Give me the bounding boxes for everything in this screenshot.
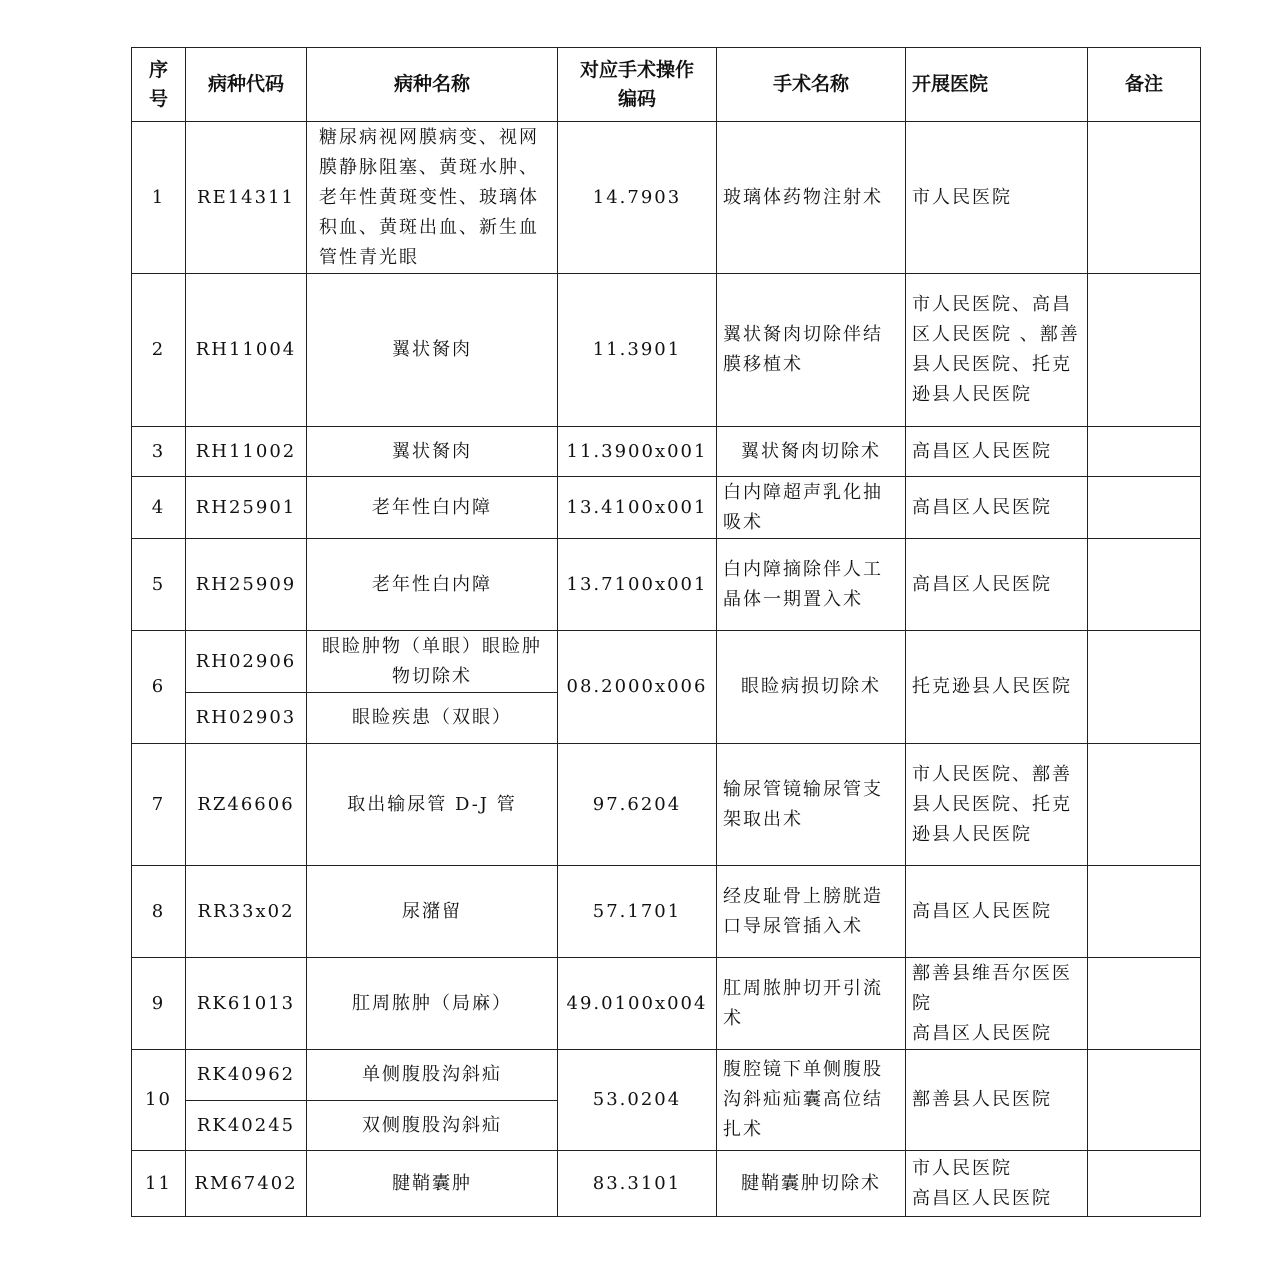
hospital-cell <box>906 1151 1088 1217</box>
table-row <box>132 866 1201 958</box>
disease-name-cell: 老年性白内障 <box>307 477 558 539</box>
remark-cell <box>1088 631 1201 744</box>
disease-code-cell: RR33x02 <box>186 866 307 958</box>
surgery-name-cell: 翼状胬肉切除术 <box>717 427 906 477</box>
remark-cell <box>1088 1050 1201 1151</box>
disease-name-cell: 肛周脓肿（局麻） <box>307 958 558 1050</box>
disease-code-cell: RZ46606 <box>186 744 307 866</box>
disease-name-cell: 单侧腹股沟斜疝 <box>307 1050 558 1101</box>
hospital-cell <box>906 958 1088 1050</box>
header-row <box>132 48 1201 122</box>
header-remark: 备注 <box>1088 48 1201 122</box>
op-code-cell: 08.2000x006 <box>558 631 717 744</box>
seq-cell: 6 <box>132 631 186 744</box>
disease-name-cell: 翼状胬肉 <box>307 274 558 427</box>
seq-cell: 4 <box>132 477 186 539</box>
op-code-cell: 13.7100x001 <box>558 539 717 631</box>
hospital-cell: 市人民医院 <box>906 122 1088 274</box>
header-hospital: 开展医院 <box>906 48 1088 122</box>
disease-code-cell: RK40962 <box>186 1050 307 1101</box>
seq-cell: 10 <box>132 1050 186 1151</box>
op-code-cell: 11.3900x001 <box>558 427 717 477</box>
table-row <box>132 427 1201 477</box>
hospital-line: 高昌区人民医院 <box>912 1187 1052 1209</box>
op-code-cell: 13.4100x001 <box>558 477 717 539</box>
remark-cell <box>1088 1151 1201 1217</box>
disease-name-cell: 眼睑肿物（单眼）眼睑肿物切除术 <box>307 631 558 693</box>
surgery-name-cell: 肛周脓肿切开引流术 <box>717 958 906 1050</box>
seq-cell: 7 <box>132 744 186 866</box>
seq-cell: 1 <box>132 122 186 274</box>
hospital-cell: 托克逊县人民医院 <box>906 631 1088 744</box>
disease-code-cell: RH25901 <box>186 477 307 539</box>
hospital-cell: 高昌区人民医院 <box>906 477 1088 539</box>
disease-code-cell: RK40245 <box>186 1101 307 1151</box>
hospital-cell: 市人民医院、高昌区人民医院 、鄯善县人民医院、托克逊县人民医院 <box>906 274 1088 427</box>
disease-name-cell: 取出输尿管 D-J 管 <box>307 744 558 866</box>
op-code-cell: 53.0204 <box>558 1050 717 1151</box>
op-code-cell: 11.3901 <box>558 274 717 427</box>
header-op-code: 对应手术操作编码 <box>558 48 717 122</box>
disease-code-cell: RH02906 <box>186 631 307 693</box>
disease-name-cell: 眼睑疾患（双眼） <box>307 693 558 744</box>
remark-cell <box>1088 427 1201 477</box>
surgery-name-cell: 输尿管镜输尿管支架取出术 <box>717 744 906 866</box>
remark-cell <box>1088 744 1201 866</box>
remark-cell <box>1088 274 1201 427</box>
surgery-name-cell: 腹腔镜下单侧腹股沟斜疝疝囊高位结扎术 <box>717 1050 906 1151</box>
disease-name-cell: 尿潴留 <box>307 866 558 958</box>
surgery-name-cell: 玻璃体药物注射术 <box>717 122 906 274</box>
op-code-cell: 57.1701 <box>558 866 717 958</box>
header-seq: 序号 <box>132 48 186 122</box>
hospital-line: 市人民医院 <box>912 1157 1012 1179</box>
table-row <box>132 122 1201 274</box>
surgery-name-cell: 翼状胬肉切除伴结膜移植术 <box>717 274 906 427</box>
surgery-name-cell: 白内障超声乳化抽吸术 <box>717 477 906 539</box>
seq-cell: 2 <box>132 274 186 427</box>
remark-cell <box>1088 122 1201 274</box>
table-row <box>132 1050 1201 1101</box>
hospital-cell: 鄯善县人民医院 <box>906 1050 1088 1151</box>
op-code-cell: 83.3101 <box>558 1151 717 1217</box>
hospital-cell: 高昌区人民医院 <box>906 539 1088 631</box>
table-row <box>132 958 1201 1050</box>
seq-cell: 8 <box>132 866 186 958</box>
disease-name-cell: 双侧腹股沟斜疝 <box>307 1101 558 1151</box>
surgery-name-cell: 眼睑病损切除术 <box>717 631 906 744</box>
remark-cell <box>1088 477 1201 539</box>
disease-code-cell: RK61013 <box>186 958 307 1050</box>
disease-code-cell: RH11004 <box>186 274 307 427</box>
table-row <box>132 1151 1201 1217</box>
disease-name-cell: 翼状胬肉 <box>307 427 558 477</box>
remark-cell <box>1088 539 1201 631</box>
surgery-name-cell: 白内障摘除伴人工晶体一期置入术 <box>717 539 906 631</box>
seq-cell: 9 <box>132 958 186 1050</box>
disease-code-cell: RM67402 <box>186 1151 307 1217</box>
disease-name-cell: 糖尿病视网膜病变、视网膜静脉阻塞、黄斑水肿、老年性黄斑变性、玻璃体积血、黄斑出血、新生血管性青光眼 <box>307 122 558 274</box>
hospital-cell: 高昌区人民医院 <box>906 427 1088 477</box>
disease-code-cell: RH25909 <box>186 539 307 631</box>
seq-cell: 11 <box>132 1151 186 1217</box>
hospital-line: 高昌区人民医院 <box>912 1022 1052 1044</box>
header-disease-name: 病种名称 <box>307 48 558 122</box>
seq-cell: 3 <box>132 427 186 477</box>
remark-cell <box>1088 958 1201 1050</box>
table-row <box>132 744 1201 866</box>
header-disease-code: 病种代码 <box>186 48 307 122</box>
seq-cell: 5 <box>132 539 186 631</box>
header-surgery-name: 手术名称 <box>717 48 906 122</box>
surgery-list-table <box>131 47 1201 1217</box>
surgery-name-cell: 腱鞘囊肿切除术 <box>717 1151 906 1217</box>
disease-code-cell: RH11002 <box>186 427 307 477</box>
remark-cell <box>1088 866 1201 958</box>
op-code-cell: 97.6204 <box>558 744 717 866</box>
table-row <box>132 477 1201 539</box>
table-row <box>132 631 1201 693</box>
op-code-cell: 14.7903 <box>558 122 717 274</box>
op-code-cell: 49.0100x004 <box>558 958 717 1050</box>
disease-name-cell: 腱鞘囊肿 <box>307 1151 558 1217</box>
table-row <box>132 274 1201 427</box>
hospital-cell: 市人民医院、鄯善县人民医院、托克逊县人民医院 <box>906 744 1088 866</box>
disease-code-cell: RH02903 <box>186 693 307 744</box>
disease-name-cell: 老年性白内障 <box>307 539 558 631</box>
hospital-cell: 高昌区人民医院 <box>906 866 1088 958</box>
disease-code-cell: RE14311 <box>186 122 307 274</box>
surgery-name-cell: 经皮耻骨上膀胱造口导尿管插入术 <box>717 866 906 958</box>
hospital-line: 鄯善县维吾尔医医院 <box>912 962 1072 1014</box>
table-row <box>132 539 1201 631</box>
